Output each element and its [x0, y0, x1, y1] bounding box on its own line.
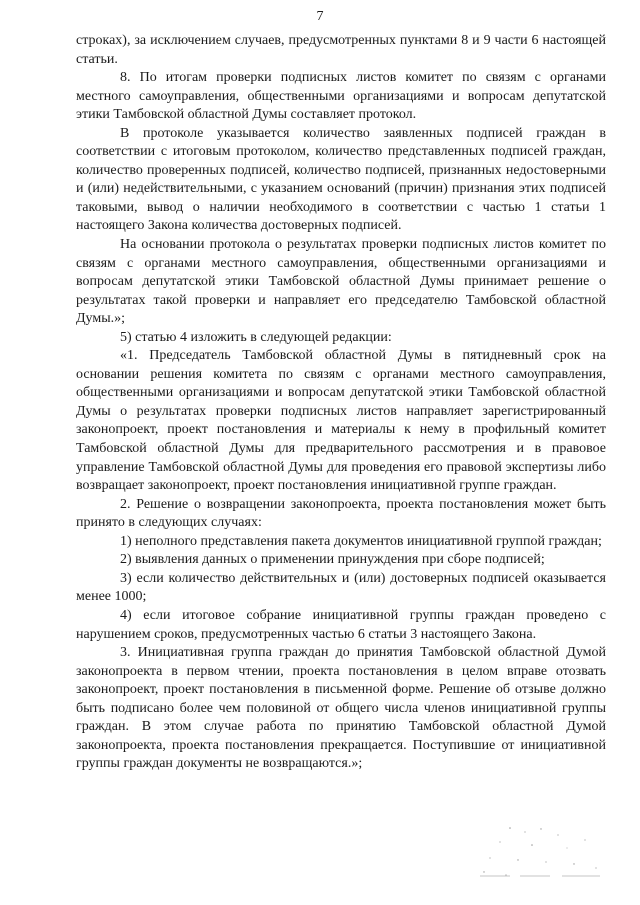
paragraph-protocol-contents: В протоколе указывается количество заявленных подписей граждан в соответствии с итоговым протоколом, количество представленных подписей граждан, количество проверенных подписей, количество подписей, признанных недостоверными и (или) недействительными, с указанием оснований (причин) признания этих подписей таковыми, вывод о наличии необходимого в соответствии с частью 1 статьи 1 настоящего Закона количества достоверных подписей.: [76, 125, 606, 234]
paragraph-item-8: 8. По итогам проверки подписных листов комитет по связям с органами местного самоуправления, общественными организациями и вопросам депутатской этики Тамбовской областной Думы составляет протокол.: [76, 70, 606, 123]
paragraph-case-3: 3) если количество действительных и (или) достоверных подписей оказывается менее 1000;: [76, 570, 606, 605]
paragraph-article-4-part-3: 3. Инициативная группа граждан до принятия Тамбовской областной Думой законопроекта в первом чтении, проекта постановления в целом вправе отозвать законопроект, проект постановления в письменной форме. Решение об отзыве должно быть подписано более чем половиной от общего числа членов инициативной группы граждан. В этом случае работа по принятию Тамбовской областной Думой законопроекта, проекта постановления прекращается. Поступившие от инициативной группы граждан документы не возвращаются.»;: [76, 645, 606, 772]
paragraph-protocol-decision: На основании протокола о результатах проверки подписных листов комитет по связям с органами местного самоуправления, общественными организациями и вопросам депутатской этики Тамбовской областной Думы принимает решение о результатах такой проверки и направляет его председателю Тамбовской областной Думы.»;: [76, 237, 606, 327]
paragraph-case-1: 1) неполного представления пакета документов инициативной группой граждан;: [120, 533, 602, 549]
paragraph-case-4: 4) если итоговое собрание инициативной группы граждан проведено с нарушением сроков, предусмотренных частью 6 статьи 3 настоящего Закона.: [76, 607, 606, 642]
paragraph-continuation: строках), за исключением случаев, предусмотренных пунктами 8 и 9 части 6 настоящей статьи.: [76, 33, 606, 67]
paragraph-article-4-intro: 5) статью 4 изложить в следующей редакции:: [120, 329, 392, 345]
paragraph-case-2: 2) выявления данных о применении принуждения при сборе подписей;: [120, 552, 545, 568]
scan-noise-marks: [470, 820, 620, 880]
paragraph-article-4-part-2: 2. Решение о возвращении законопроекта, проекта постановления может быть принято в следующих случаях:: [76, 496, 606, 531]
paragraph-article-4-part-1: «1. Председатель Тамбовской областной Думы в пятидневный срок на основании решения комитета по связям с органами местного самоуправления, общественными организациями и вопросам депутатской этики Тамбовской областной Думы о результатах проверки подписных листов направляет зарегистрированный законопроект, проект постановления и материалы к нему в профильный комитет Тамбовской областной Думы для предварительного рассмотрения и в правовое управление Тамбовской областной Думы для проведения его правовой экспертизы либо возвращает законопроект, проект постановления инициативной группе граждан.: [76, 348, 606, 494]
document-body: [76, 32, 606, 774]
page-number: 7: [316, 9, 324, 24]
